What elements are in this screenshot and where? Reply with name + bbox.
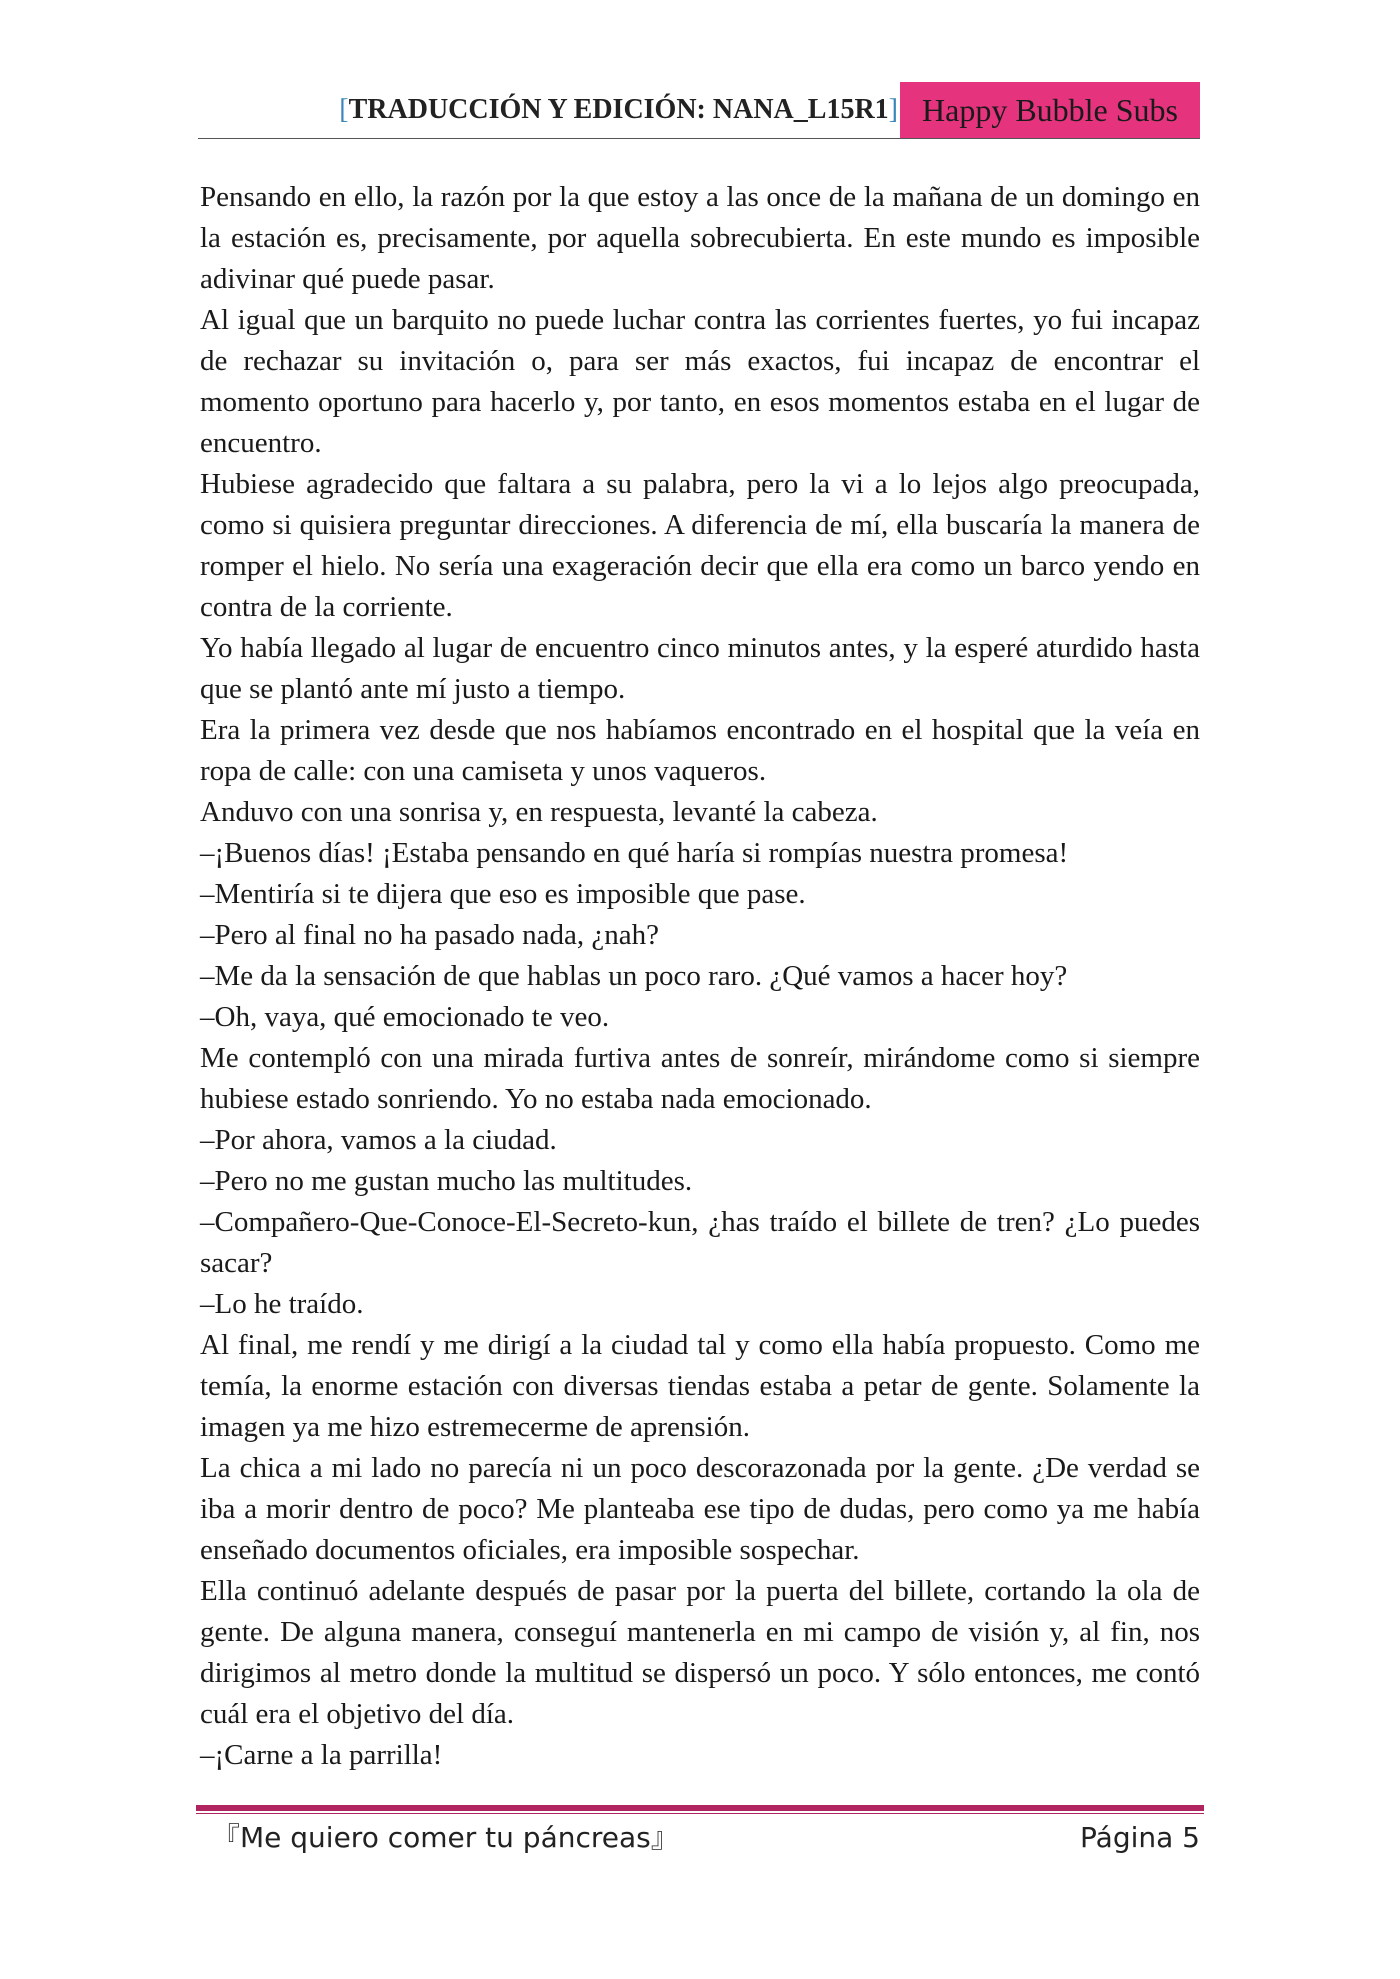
- credit-bracket-open: [: [339, 94, 349, 125]
- credit-bracket-close: ]: [888, 94, 898, 125]
- footer-page-number: Página 5: [1080, 1821, 1200, 1854]
- body-text: [200, 177, 1200, 1776]
- paragraph: Hubiese agradecido que faltara a su palabra, pero la vi a lo lejos algo preocupada, como si quisiera preguntar direcciones. A diferencia de mí, ella buscaría la manera de romper el hielo. No sería una exageración decir que ella era como un barco yendo en contra de la corriente.: [200, 468, 1200, 623]
- page-header: [198, 82, 1200, 139]
- paragraph: –Por ahora, vamos a la ciudad.: [200, 1124, 557, 1156]
- paragraph: –Me da la sensación de que hablas un poco raro. ¿Qué vamos a hacer hoy?: [200, 960, 1068, 992]
- paragraph: La chica a mi lado no parecía ni un poco descorazonada por la gente. ¿De verdad se iba a morir dentro de poco? Me planteaba ese tipo de dudas, pero como ya me había enseñado documentos oficiales, era imposible sospechar.: [200, 1452, 1200, 1566]
- paragraph: –Lo he traído.: [200, 1288, 364, 1320]
- footer-rule: [196, 1805, 1204, 1811]
- credit-text: TRADUCCIÓN Y EDICIÓN: NANA_L15R1: [348, 94, 889, 125]
- paragraph: Pensando en ello, la razón por la que estoy a las once de la mañana de un domingo en la estación es, precisamente, por aquella sobrecubierta. En este mundo es imposible adivinar qué puede pasar.: [200, 181, 1200, 295]
- footer-rule-thin: [196, 1813, 1204, 1814]
- paragraph: –Compañero-Que-Conoce-El-Secreto-kun, ¿has traído el billete de tren? ¿Lo puedes sacar?: [200, 1206, 1200, 1279]
- paragraph: Al igual que un barquito no puede luchar contra las corrientes fuertes, yo fui incapaz de rechazar su invitación o, para ser más exactos, fui incapaz de encontrar el momento oportuno para hacerlo y, por tanto, en esos momentos estaba en el lugar de encuentro.: [200, 304, 1200, 459]
- paragraph: –Oh, vaya, qué emocionado te veo.: [200, 1001, 610, 1033]
- paragraph: Ella continuó adelante después de pasar por la puerta del billete, cortando la ola de gente. De alguna manera, conseguí mantenerla en mi campo de visión y, al fin, nos dirigimos al metro donde la multitud se dispersó un poco. Y sólo entonces, me contó cuál era el objetivo del día.: [200, 1575, 1200, 1730]
- paragraph: Anduvo con una sonrisa y, en respuesta, levanté la cabeza.: [200, 796, 878, 828]
- paragraph: –Pero al final no ha pasado nada, ¿nah?: [200, 919, 659, 951]
- translation-credit: [339, 94, 898, 126]
- paragraph: Al final, me rendí y me dirigí a la ciudad tal y como ella había propuesto. Como me temía, la enorme estación con diversas tiendas estaba a petar de gente. Solamente la imagen ya me hizo estremecerme de aprensión.: [200, 1329, 1200, 1443]
- paragraph: Era la primera vez desde que nos habíamos encontrado en el hospital que la veía en ropa de calle: con una camiseta y unos vaqueros.: [200, 714, 1200, 787]
- paragraph: –Mentiría si te dijera que eso es imposible que pase.: [200, 878, 806, 910]
- paragraph: –¡Buenos días! ¡Estaba pensando en qué haría si rompías nuestra promesa!: [200, 837, 1069, 869]
- paragraph: –¡Carne a la parrilla!: [200, 1739, 443, 1771]
- footer-book-title: 『Me quiero comer tu páncreas』: [212, 1821, 679, 1854]
- brand-label: Happy Bubble Subs: [900, 82, 1200, 138]
- paragraph: –Pero no me gustan mucho las multitudes.: [200, 1165, 693, 1197]
- paragraph: Yo había llegado al lugar de encuentro cinco minutos antes, y la esperé aturdido hasta que se plantó ante mí justo a tiempo.: [200, 632, 1200, 705]
- paragraph: Me contempló con una mirada furtiva antes de sonreír, mirándome como si siempre hubiese estado sonriendo. Yo no estaba nada emocionado.: [200, 1042, 1200, 1115]
